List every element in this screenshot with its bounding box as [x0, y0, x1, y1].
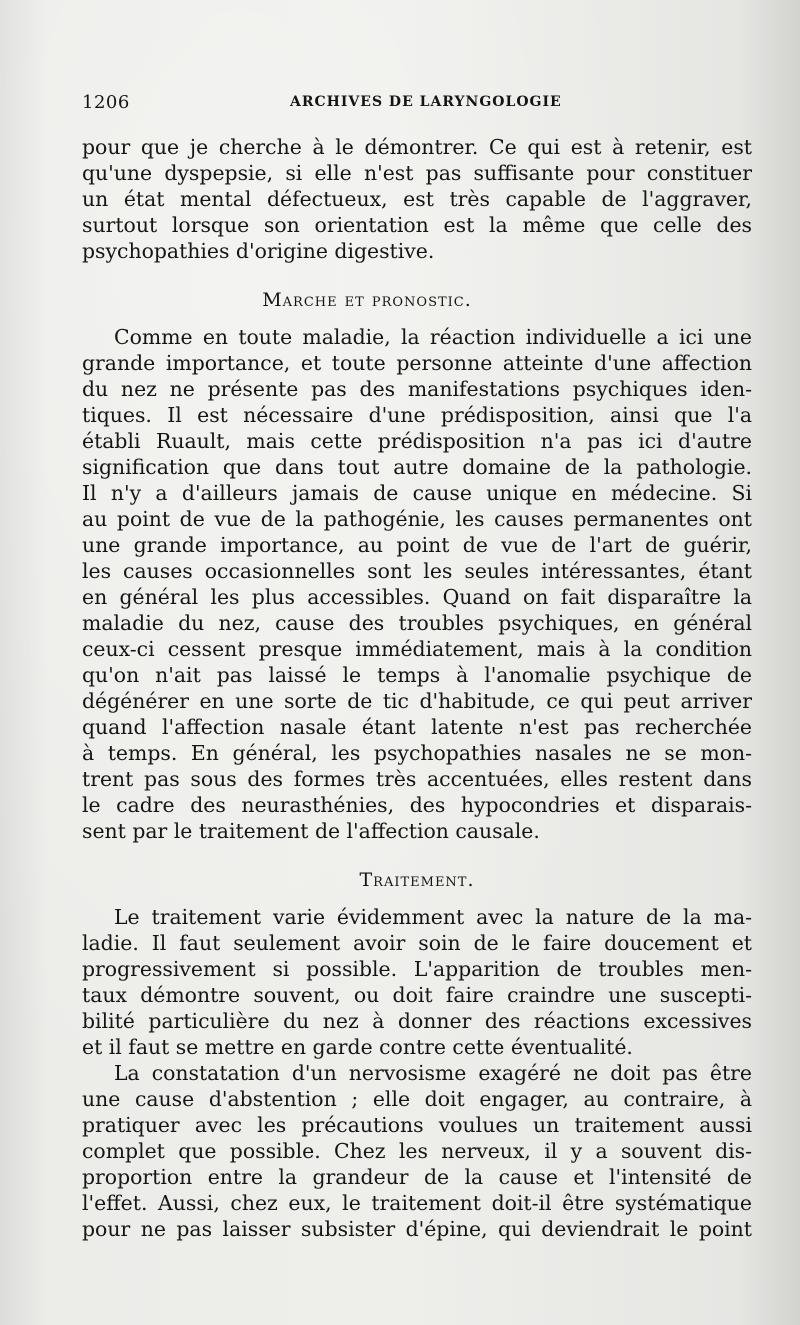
text-line: Il n'y a d'ailleurs jamais de cause unique en médecine. Si — [82, 481, 752, 505]
text-line: taux démontre souvent, ou doit faire craindre une suscepti- — [82, 983, 752, 1007]
text-line: quand l'affection nasale étant latente n'est pas recherchée — [82, 715, 752, 739]
text-line: un état mental défectueux, est très capable de l'aggraver, — [82, 187, 752, 211]
text-line: Le traitement varie évidemment avec la nature de la ma- — [114, 905, 752, 929]
text-line: sent par le traitement de l'affection causale. — [82, 819, 540, 843]
text-line: les causes occasionnelles sont les seules intéressantes, étant — [82, 559, 752, 583]
paragraph-1 — [82, 134, 752, 264]
text-line: maladie du nez, cause des troubles psychiques, en général — [82, 611, 752, 635]
text-line: grande importance, et toute personne atteinte d'une affection — [82, 351, 752, 375]
text-line: La constatation d'un nervosisme exagéré ne doit pas être — [114, 1061, 752, 1085]
text-line: proportion entre la grandeur de la cause et l'intensité de — [82, 1165, 752, 1189]
text-line: signification que dans tout autre domaine de la pathologie. — [82, 455, 752, 479]
text-line: complet que possible. Chez les nerveux, il y a souvent dis- — [82, 1139, 752, 1163]
section-title-marche-pronostic: Marche et pronostic. — [262, 289, 472, 311]
section-title-traitement: Traitement. — [359, 869, 475, 891]
text-line: et il faut se mettre en garde contre cette éventualité. — [82, 1035, 633, 1059]
text-line: le cadre des neurasthénies, des hypocondries et disparais- — [82, 793, 752, 817]
text-line: établi Ruault, mais cette prédisposition n'a pas ici d'autre — [82, 429, 752, 453]
text-line: qu'une dyspepsie, si elle n'est pas suffisante pour constituer — [82, 161, 752, 185]
text-line: progressivement si possible. L'apparition de troubles men- — [82, 957, 752, 981]
text-line: une cause d'abstention ; elle doit engager, au contraire, à — [82, 1087, 752, 1111]
text-line: au point de vue de la pathogénie, les causes permanentes ont — [82, 507, 752, 531]
page-header — [82, 92, 750, 116]
text-line: surtout lorsque son orientation est la même que celle des — [82, 213, 752, 237]
text-line: en général les plus accessibles. Quand on fait disparaître la — [82, 585, 752, 609]
text-line: qu'on n'ait pas laissé le temps à l'anomalie psychique de — [82, 663, 752, 687]
text-line: Comme en toute maladie, la réaction individuelle a ici une — [114, 325, 752, 349]
paragraph-2 — [82, 324, 752, 844]
text-line: pour ne pas laisser subsister d'épine, qui deviendrait le point — [82, 1217, 752, 1241]
text-line: l'effet. Aussi, chez eux, le traitement doit-il être systématique — [82, 1191, 752, 1215]
running-title: ARCHIVES DE LARYNGOLOGIE — [290, 94, 562, 110]
paragraph-4 — [82, 1060, 752, 1242]
text-line: psychopathies d'origine digestive. — [82, 239, 435, 263]
text-line: une grande importance, au point de vue de l'art de guérir, — [82, 533, 752, 557]
body-text — [82, 134, 752, 1242]
text-line: tiques. Il est nécessaire d'une prédisposition, ainsi que l'a — [82, 403, 752, 427]
page-number: 1206 — [82, 92, 130, 113]
text-line: trent pas sous des formes très accentuées, elles restent dans — [82, 767, 752, 791]
text-line: pratiquer avec les précautions voulues un traitement aussi — [82, 1113, 752, 1137]
text-line: ladie. Il faut seulement avoir soin de le faire doucement et — [82, 931, 752, 955]
text-line: ceux-ci cessent presque immédiatement, mais à la condition — [82, 637, 752, 661]
text-line: bilité particulière du nez à donner des réactions excessives — [82, 1009, 752, 1033]
text-line: du nez ne présente pas des manifestations psychiques iden- — [82, 377, 752, 401]
text-line: à temps. En général, les psychopathies nasales ne se mon- — [82, 741, 752, 765]
text-line: pour que je cherche à le démontrer. Ce qui est à retenir, est — [82, 135, 752, 159]
paragraph-3 — [82, 904, 752, 1060]
text-line: dégénérer en une sorte de tic d'habitude, ce qui peut arriver — [82, 689, 752, 713]
